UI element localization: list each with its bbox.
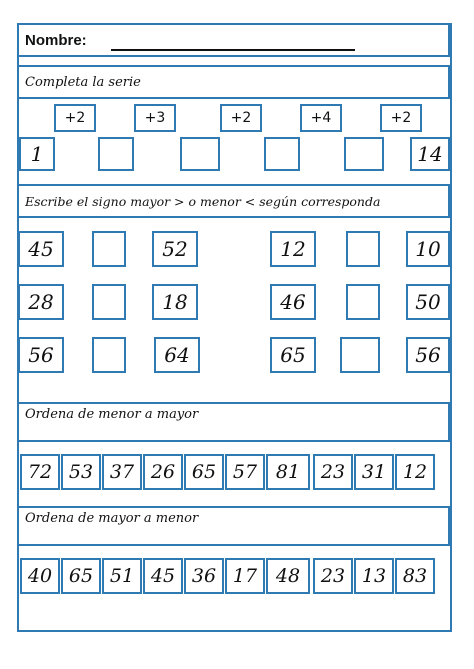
section-title: Ordena de mayor a menor: [25, 511, 199, 526]
section-completa-serie-title: [17, 65, 450, 99]
compare-number-box: 56: [406, 337, 450, 373]
compare-number-box: 52: [152, 231, 198, 267]
order-number-box: 31: [354, 454, 394, 490]
compare-number-box: 64: [154, 337, 200, 373]
order-number-box: 13: [354, 558, 394, 594]
order-number-box: 26: [143, 454, 183, 490]
section-title: Ordena de menor a mayor: [25, 407, 199, 422]
name-line[interactable]: [111, 49, 355, 51]
order-number-box: 12: [395, 454, 435, 490]
series-blank-box[interactable]: [264, 137, 300, 171]
order-number-box: 65: [61, 558, 101, 594]
compare-number-box: 10: [406, 231, 450, 267]
order-number-box: 53: [61, 454, 101, 490]
section-signo-title: [17, 184, 450, 218]
sign-blank-box[interactable]: [92, 284, 126, 320]
compare-number-box: 45: [18, 231, 64, 267]
compare-number-box: 56: [18, 337, 64, 373]
order-number-box: 65: [184, 454, 224, 490]
section-title: Completa la serie: [25, 75, 141, 90]
compare-number-box: 18: [152, 284, 198, 320]
step-box: +2: [220, 104, 262, 132]
order-number-box: 17: [225, 558, 265, 594]
sign-blank-box[interactable]: [340, 337, 380, 373]
step-box: +3: [134, 104, 176, 132]
order-number-box: 81: [266, 454, 310, 490]
series-blank-box[interactable]: [98, 137, 134, 171]
order-number-box: 40: [20, 558, 60, 594]
order-number-box: 23: [313, 558, 353, 594]
order-number-box: 51: [102, 558, 142, 594]
order-number-box: 45: [143, 558, 183, 594]
order-number-box: 23: [313, 454, 353, 490]
name-label: Nombre:: [25, 32, 87, 49]
sign-blank-box[interactable]: [346, 284, 380, 320]
compare-number-box: 65: [270, 337, 316, 373]
step-box: +2: [54, 104, 96, 132]
compare-number-box: 12: [270, 231, 316, 267]
section-mayor-menor-title: [17, 506, 450, 546]
order-number-box: 57: [225, 454, 265, 490]
sign-blank-box[interactable]: [92, 231, 126, 267]
order-number-box: 48: [266, 558, 310, 594]
compare-number-box: 46: [270, 284, 316, 320]
series-blank-box[interactable]: [180, 137, 220, 171]
order-number-box: 83: [395, 558, 435, 594]
step-box: +4: [300, 104, 342, 132]
compare-number-box: 50: [406, 284, 450, 320]
order-number-box: 37: [102, 454, 142, 490]
name-bar: [17, 23, 450, 57]
step-box: +2: [380, 104, 422, 132]
compare-number-box: 28: [18, 284, 64, 320]
section-menor-mayor-title: [17, 402, 450, 442]
order-number-box: 36: [184, 558, 224, 594]
sign-blank-box[interactable]: [346, 231, 380, 267]
section-title: Escribe el signo mayor > o menor < según corresponda: [25, 194, 381, 209]
sign-blank-box[interactable]: [92, 337, 126, 373]
order-number-box: 72: [20, 454, 60, 490]
series-start-box: 1: [19, 137, 55, 171]
series-end-box: 14: [410, 137, 450, 171]
series-blank-box[interactable]: [344, 137, 384, 171]
